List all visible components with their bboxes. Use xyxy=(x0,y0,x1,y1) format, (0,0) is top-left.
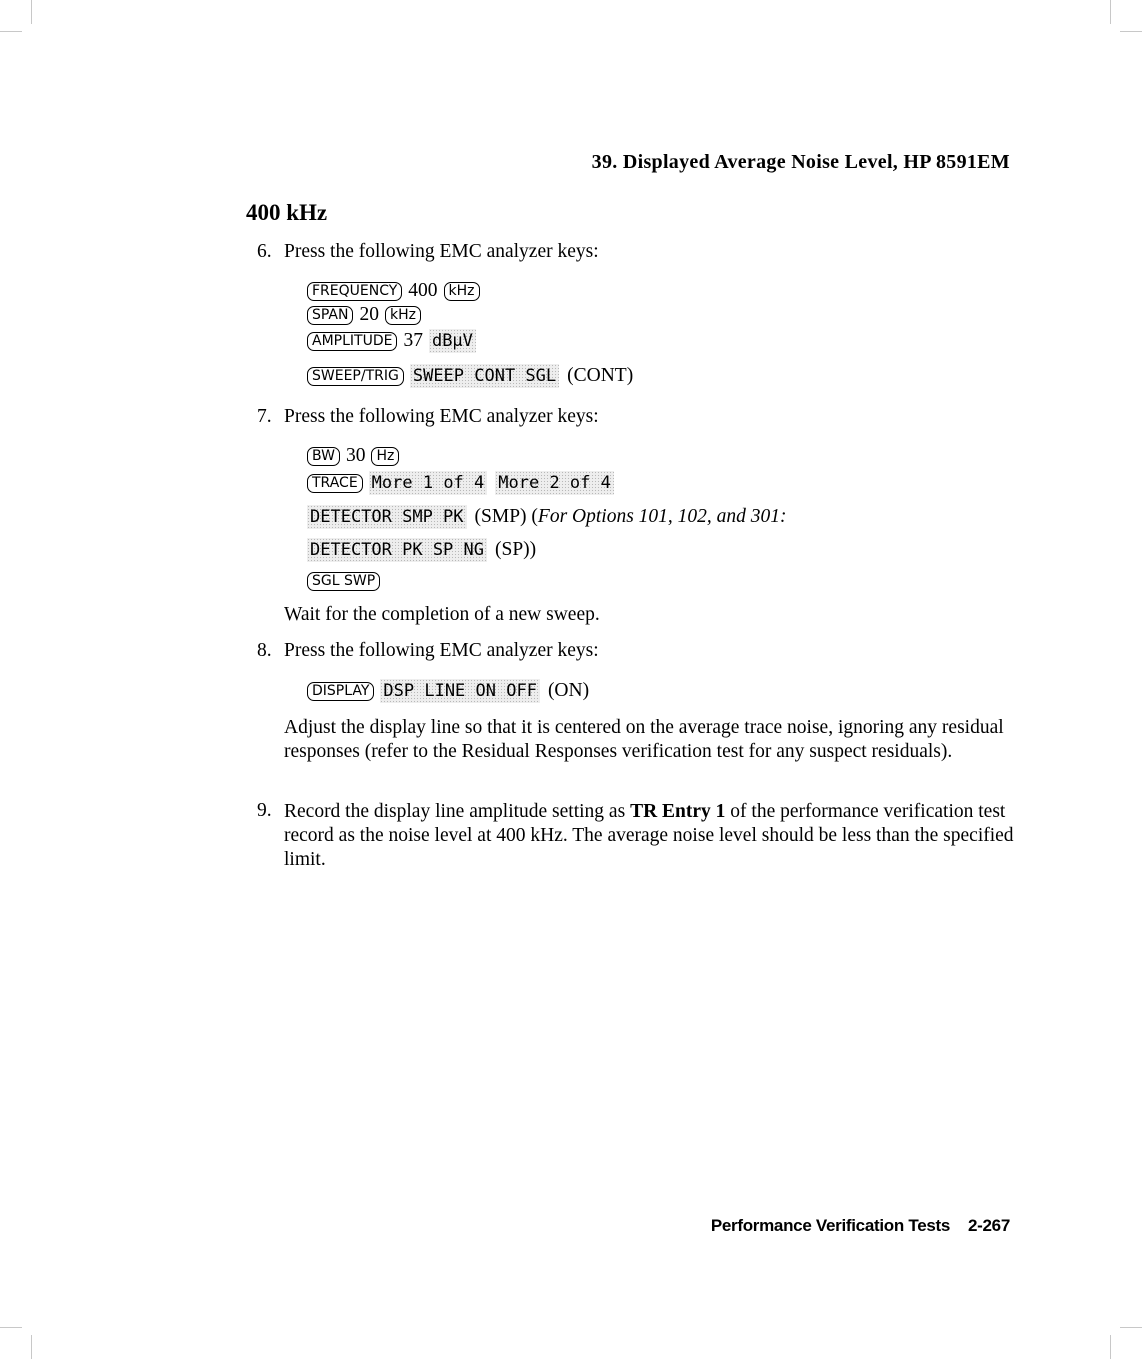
span-key[interactable]: SPAN xyxy=(307,306,353,325)
hz-key[interactable]: Hz xyxy=(371,447,399,466)
page-footer xyxy=(711,1216,1010,1236)
crop-mark xyxy=(0,31,22,32)
step-number: 6. xyxy=(257,241,272,262)
trace-key[interactable]: TRACE xyxy=(307,474,363,493)
key-sequence xyxy=(307,304,427,326)
paragraph-text: of the performance verification test record as the noise level at 400 kHz. The average noise level should be less than the specified limit. xyxy=(284,801,1014,870)
step-instruction: Press the following EMC analyzer keys: xyxy=(284,241,599,262)
bw-key[interactable]: BW xyxy=(307,447,340,466)
options-note: For Options 101, 102, and 301: xyxy=(537,506,787,527)
crop-mark xyxy=(1120,31,1142,32)
amplitude-key[interactable]: AMPLITUDE xyxy=(307,332,397,351)
dsp-line-on-off-softkey[interactable]: DSP LINE ON OFF xyxy=(380,679,540,703)
key-sequence xyxy=(307,364,633,388)
key-sequence xyxy=(307,505,787,529)
wait-instruction: Wait for the completion of a new sweep. xyxy=(284,604,600,625)
more-1-of-4-softkey[interactable]: More 1 of 4 xyxy=(369,471,488,495)
instruction-paragraph: Adjust the display line so that it is centered on the average trace noise, ignoring any residual responses (refer to the Residual Responses verification test for any suspect residuals). xyxy=(284,717,1004,762)
crop-mark xyxy=(31,1335,32,1359)
note-text: (ON) xyxy=(547,680,590,701)
value-text: 400 xyxy=(408,280,438,301)
display-key[interactable]: DISPLAY xyxy=(307,682,374,701)
more-2-of-4-softkey[interactable]: More 2 of 4 xyxy=(495,471,614,495)
key-sequence xyxy=(307,572,386,591)
key-sequence xyxy=(307,538,536,562)
section-title: 400 kHz xyxy=(246,200,328,225)
value-text: 20 xyxy=(359,304,379,325)
crop-mark xyxy=(1120,1327,1142,1328)
detector-pk-sp-ng-softkey[interactable]: DETECTOR PK SP NG xyxy=(307,538,487,562)
instruction-paragraph xyxy=(284,800,1014,872)
dbuv-softkey[interactable]: dBμV xyxy=(429,329,476,353)
note-text: (SP)) xyxy=(495,539,537,560)
crop-mark xyxy=(0,1327,22,1328)
khz-key[interactable]: kHz xyxy=(444,282,480,301)
page-number: 2-267 xyxy=(968,1216,1010,1235)
key-sequence xyxy=(307,471,622,495)
sgl-swp-key[interactable]: SGL SWP xyxy=(307,572,380,591)
tr-entry-label: TR Entry 1 xyxy=(630,801,726,822)
key-sequence xyxy=(307,329,484,353)
crop-mark xyxy=(1110,1335,1111,1359)
running-header: 39. Displayed Average Noise Level, HP 8591EM xyxy=(591,151,1010,173)
sweep-cont-sgl-softkey[interactable]: SWEEP CONT SGL xyxy=(410,364,559,388)
paragraph-text: Record the display line amplitude setting as xyxy=(284,801,631,822)
crop-mark xyxy=(31,0,32,24)
khz-key[interactable]: kHz xyxy=(385,306,421,325)
key-sequence xyxy=(307,679,589,703)
value-text: 37 xyxy=(403,330,423,351)
step-number: 8. xyxy=(257,640,272,661)
value-text: 30 xyxy=(345,445,366,466)
crop-mark xyxy=(1110,0,1111,24)
note-text: (SMP) ( xyxy=(474,506,538,527)
step-number: 7. xyxy=(257,406,272,427)
step-instruction: Press the following EMC analyzer keys: xyxy=(284,406,599,427)
frequency-key[interactable]: FREQUENCY xyxy=(307,282,402,301)
footer-section: Performance Verification Tests xyxy=(710,1216,951,1235)
note-text: (CONT) xyxy=(567,365,634,386)
detector-smp-pk-softkey[interactable]: DETECTOR SMP PK xyxy=(307,505,467,529)
sweep-trig-key[interactable]: SWEEP/TRIG xyxy=(307,367,404,386)
key-sequence xyxy=(307,445,405,467)
step-number: 9. xyxy=(257,800,272,821)
key-sequence xyxy=(307,280,486,302)
step-instruction: Press the following EMC analyzer keys: xyxy=(284,640,599,661)
